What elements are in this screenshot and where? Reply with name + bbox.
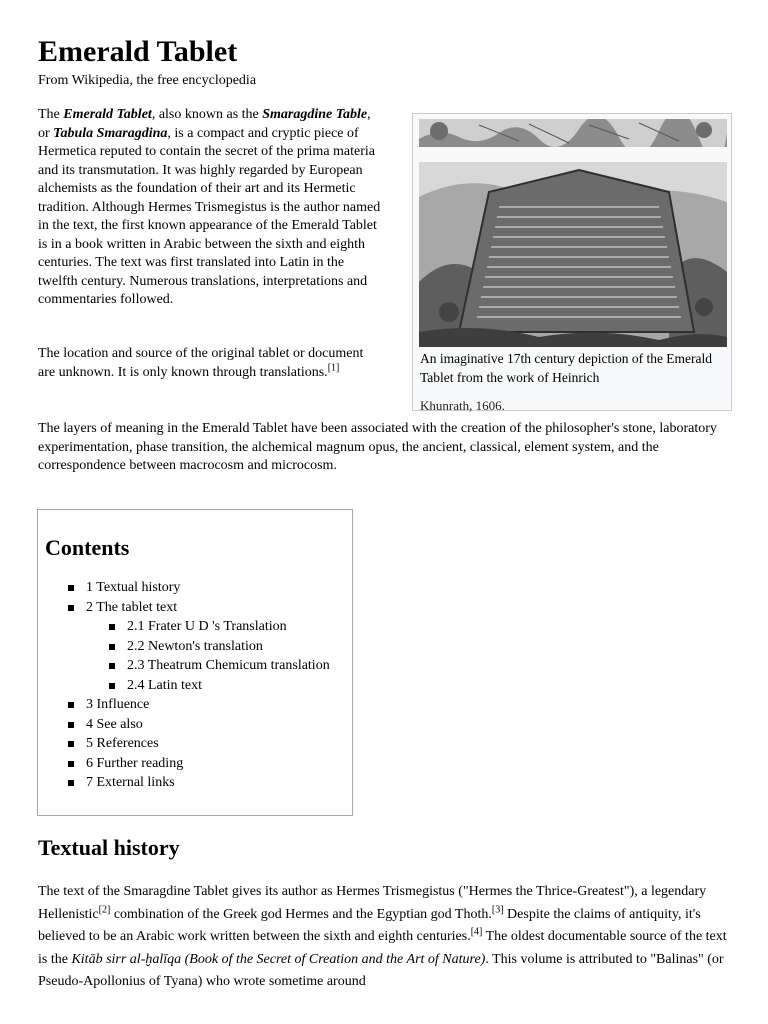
toc-item-label[interactable]: 7 External links [86,775,175,790]
intro-text: , is a compact and cryptic piece of Hermetica reputed to contain the secret of the prima materia and its transmutation. It was highly regarded by European alchemists as the foundation of their art and its Hermetic tradition. Although Hermes Trismegistus is the author named in the text, the first known appearance of the Emerald Tablet is in a book written in Arabic between the sixth and eighth centuries. The text was first translated into Latin in the twelfth century. Numerous translations, interpretations and commentaries followed. [38,125,381,307]
bullet-icon [109,644,115,650]
toc-item-label[interactable]: 3 Influence [86,697,150,712]
bullet-icon [109,624,115,630]
toc-item[interactable] [68,754,330,774]
table-of-contents [37,509,353,816]
toc-item-label[interactable]: 1 Textual history [86,580,181,595]
toc-item[interactable] [68,734,330,754]
section-heading-textual-history: Textual history [38,835,180,860]
bullet-icon [68,585,74,591]
figure-caption-cut [413,388,733,412]
term-tabula-smaragdina: Tabula Smaragdina [53,125,168,141]
body-text: . This volume is attributed to "Balinas" (or Pseudo-Apollonius of Tyana) who wrote sometime around [38,951,724,989]
toc-item-label[interactable]: 2.1 Frater U D 's Translation [127,619,287,634]
figure-emerald-tablet [412,113,732,411]
body-text: The oldest documentable source of the text is the [38,929,727,967]
bullet-icon [68,605,74,611]
bullet-icon [68,722,74,728]
intro-text: , or [38,107,371,141]
reference-link[interactable]: [3] [491,903,504,915]
intro-paragraph-2 [38,345,383,382]
toc-item[interactable] [109,637,330,657]
toc-item[interactable] [109,676,330,696]
page-subtitle: From Wikipedia, the free encyclopedia [38,73,257,88]
intro-text: , also known as the [151,107,263,122]
reference-link[interactable]: [1] [327,361,340,373]
intro-text: The [38,107,64,122]
intro-paragraph-3: The layers of meaning in the Emerald Tablet have been associated with the creation of the philosopher's stone, laboratory experimentation, phase transition, the alchemical magnum opus, the ancient, classical, element system, and the correspondence between macrocosm and microcosm. [38,421,717,473]
bullet-icon [68,761,74,767]
caption-overflow-text: Khunrath, 1606. [420,398,505,412]
bullet-icon [68,780,74,786]
intro-paragraph-1 [38,106,383,310]
toc-item[interactable] [68,598,330,618]
engraving-top-strip-image [419,119,727,147]
body-text: The text of the Smaragdine Tablet gives its author as Hermes Trismegistus ("Hermes the Thrice-Greatest"), a legendary Hellenistic [38,884,707,922]
term-emerald-tablet: Emerald Tablet [63,107,152,122]
toc-item-label[interactable]: 6 Further reading [86,755,184,771]
bullet-icon [109,683,115,689]
body-text: combination of the Greek god Hermes and the Egyptian god Thoth. [110,906,492,922]
toc-item[interactable] [68,773,330,793]
toc-item-label[interactable]: 2.4 Latin text [127,677,203,693]
textual-history-paragraph [38,881,733,994]
toc-item[interactable] [68,695,330,715]
intro-text: The location and source of the original tablet or document are unknown. It is only known through translations. [38,346,364,380]
toc-item-label[interactable]: 4 See also [86,716,143,732]
toc-item-label[interactable]: 2.3 Theatrum Chemicum translation [127,658,330,673]
toc-title: Contents [45,535,130,560]
toc-item[interactable] [68,715,330,735]
toc-item-label[interactable]: 2.2 Newton's translation [127,638,263,654]
toc-list [68,578,330,793]
toc-item[interactable] [109,656,330,676]
bullet-icon [68,702,74,708]
reference-link[interactable]: [2] [98,903,111,915]
toc-item-label[interactable]: 2 The tablet text [86,599,178,615]
toc-item-label[interactable]: 5 References [86,736,159,751]
emerald-tablet-engraving-image [419,162,727,347]
reference-link[interactable]: [4] [470,926,483,938]
bullet-icon [109,663,115,669]
page-title: Emerald Tablet [38,35,238,68]
book-title: Kitāb sirr al-ḫalīqa (Book of the Secret of Creation and the Art of Nature) [71,951,486,967]
bullet-icon [68,741,74,747]
body-text: Despite the claims of antiquity, it's believed to be an Arabic work written between the sixth and eighth centuries. [38,906,701,944]
figure-caption: An imaginative 17th century depiction of the Emerald Tablet from the work of Heinrich [420,351,713,385]
toc-item[interactable] [109,617,330,637]
toc-item[interactable] [68,578,330,598]
term-smaragdine-table: Smaragdine Table [262,107,368,122]
